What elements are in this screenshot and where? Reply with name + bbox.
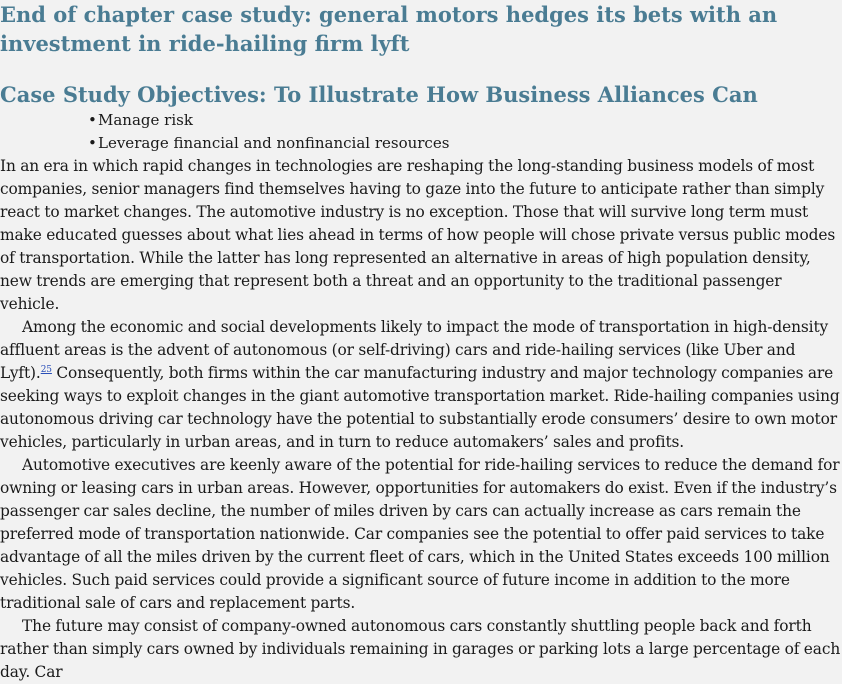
bullet-icon: • [88,111,97,129]
body-paragraph-2 [0,316,842,454]
objectives-list [0,109,842,155]
footnote-link[interactable]: 25 [40,364,52,375]
paragraph-text: Among the economic and social developments likely to impact the mode of transportation in high-density affluent areas is the advent of autonomous (or self-driving) cars and ride-hailing services (like Uber and Lyft). [0,318,829,382]
body-paragraph-4: The future may consist of company-owned autonomous cars constantly shuttling people back and forth rather than simply cars owned by individuals remaining in garages or parking lots a large percentage of each day. Car [0,617,841,681]
body-paragraph-3: Automotive executives are keenly aware of the potential for ride-hailing services to reduce the demand for owning or leasing cars in urban areas. However, opportunities for automakers do exist. Even if the industry’s passenger car sales decline, the number of miles driven by cars can actually increase as cars remain the preferred mode of transportation nationwide. Car companies see the potential to offer paid services to take advantage of all the miles driven by the current fleet of cars, which in the United States exceeds 100 million vehicles. Such paid services could provide a significant source of future income in addition to the more traditional sale of cars and replacement parts. [0,456,840,612]
objectives-heading: Case Study Objectives: To Illustrate How Business Alliances Can [0,82,758,107]
objective-text: Leverage financial and nonfinancial resources [98,134,450,152]
objective-text: Manage risk [98,111,193,129]
chapter-title: End of chapter case study: general motors hedges its bets with an investment in ride-hailing firm lyft [0,2,778,56]
paragraph-text: Consequently, both firms within the car manufacturing industry and major technology companies are seeking ways to exploit changes in the giant automotive transportation market. Ride-hailing companies using autonomous driving car technology have the potential to substantially erode consumers’ desire to own motor vehicles, particularly in urban areas, and in turn to reduce automakers’ sales and profits. [0,364,840,451]
list-item [88,109,842,132]
body-paragraph-1: In an era in which rapid changes in technologies are reshaping the long-standing business models of most companies, senior managers find themselves having to gaze into the future to anticipate rather than simply react to market changes. The automotive industry is no exception. Those that will survive long term must make educated guesses about what lies ahead in terms of how people will chose private versus public modes of transportation. While the latter has long represented an alternative in areas of high population density, new trends are emerging that represent both a threat and an opportunity to the traditional passenger vehicle. [0,157,836,313]
bullet-icon: • [88,134,97,152]
list-item [88,132,842,155]
